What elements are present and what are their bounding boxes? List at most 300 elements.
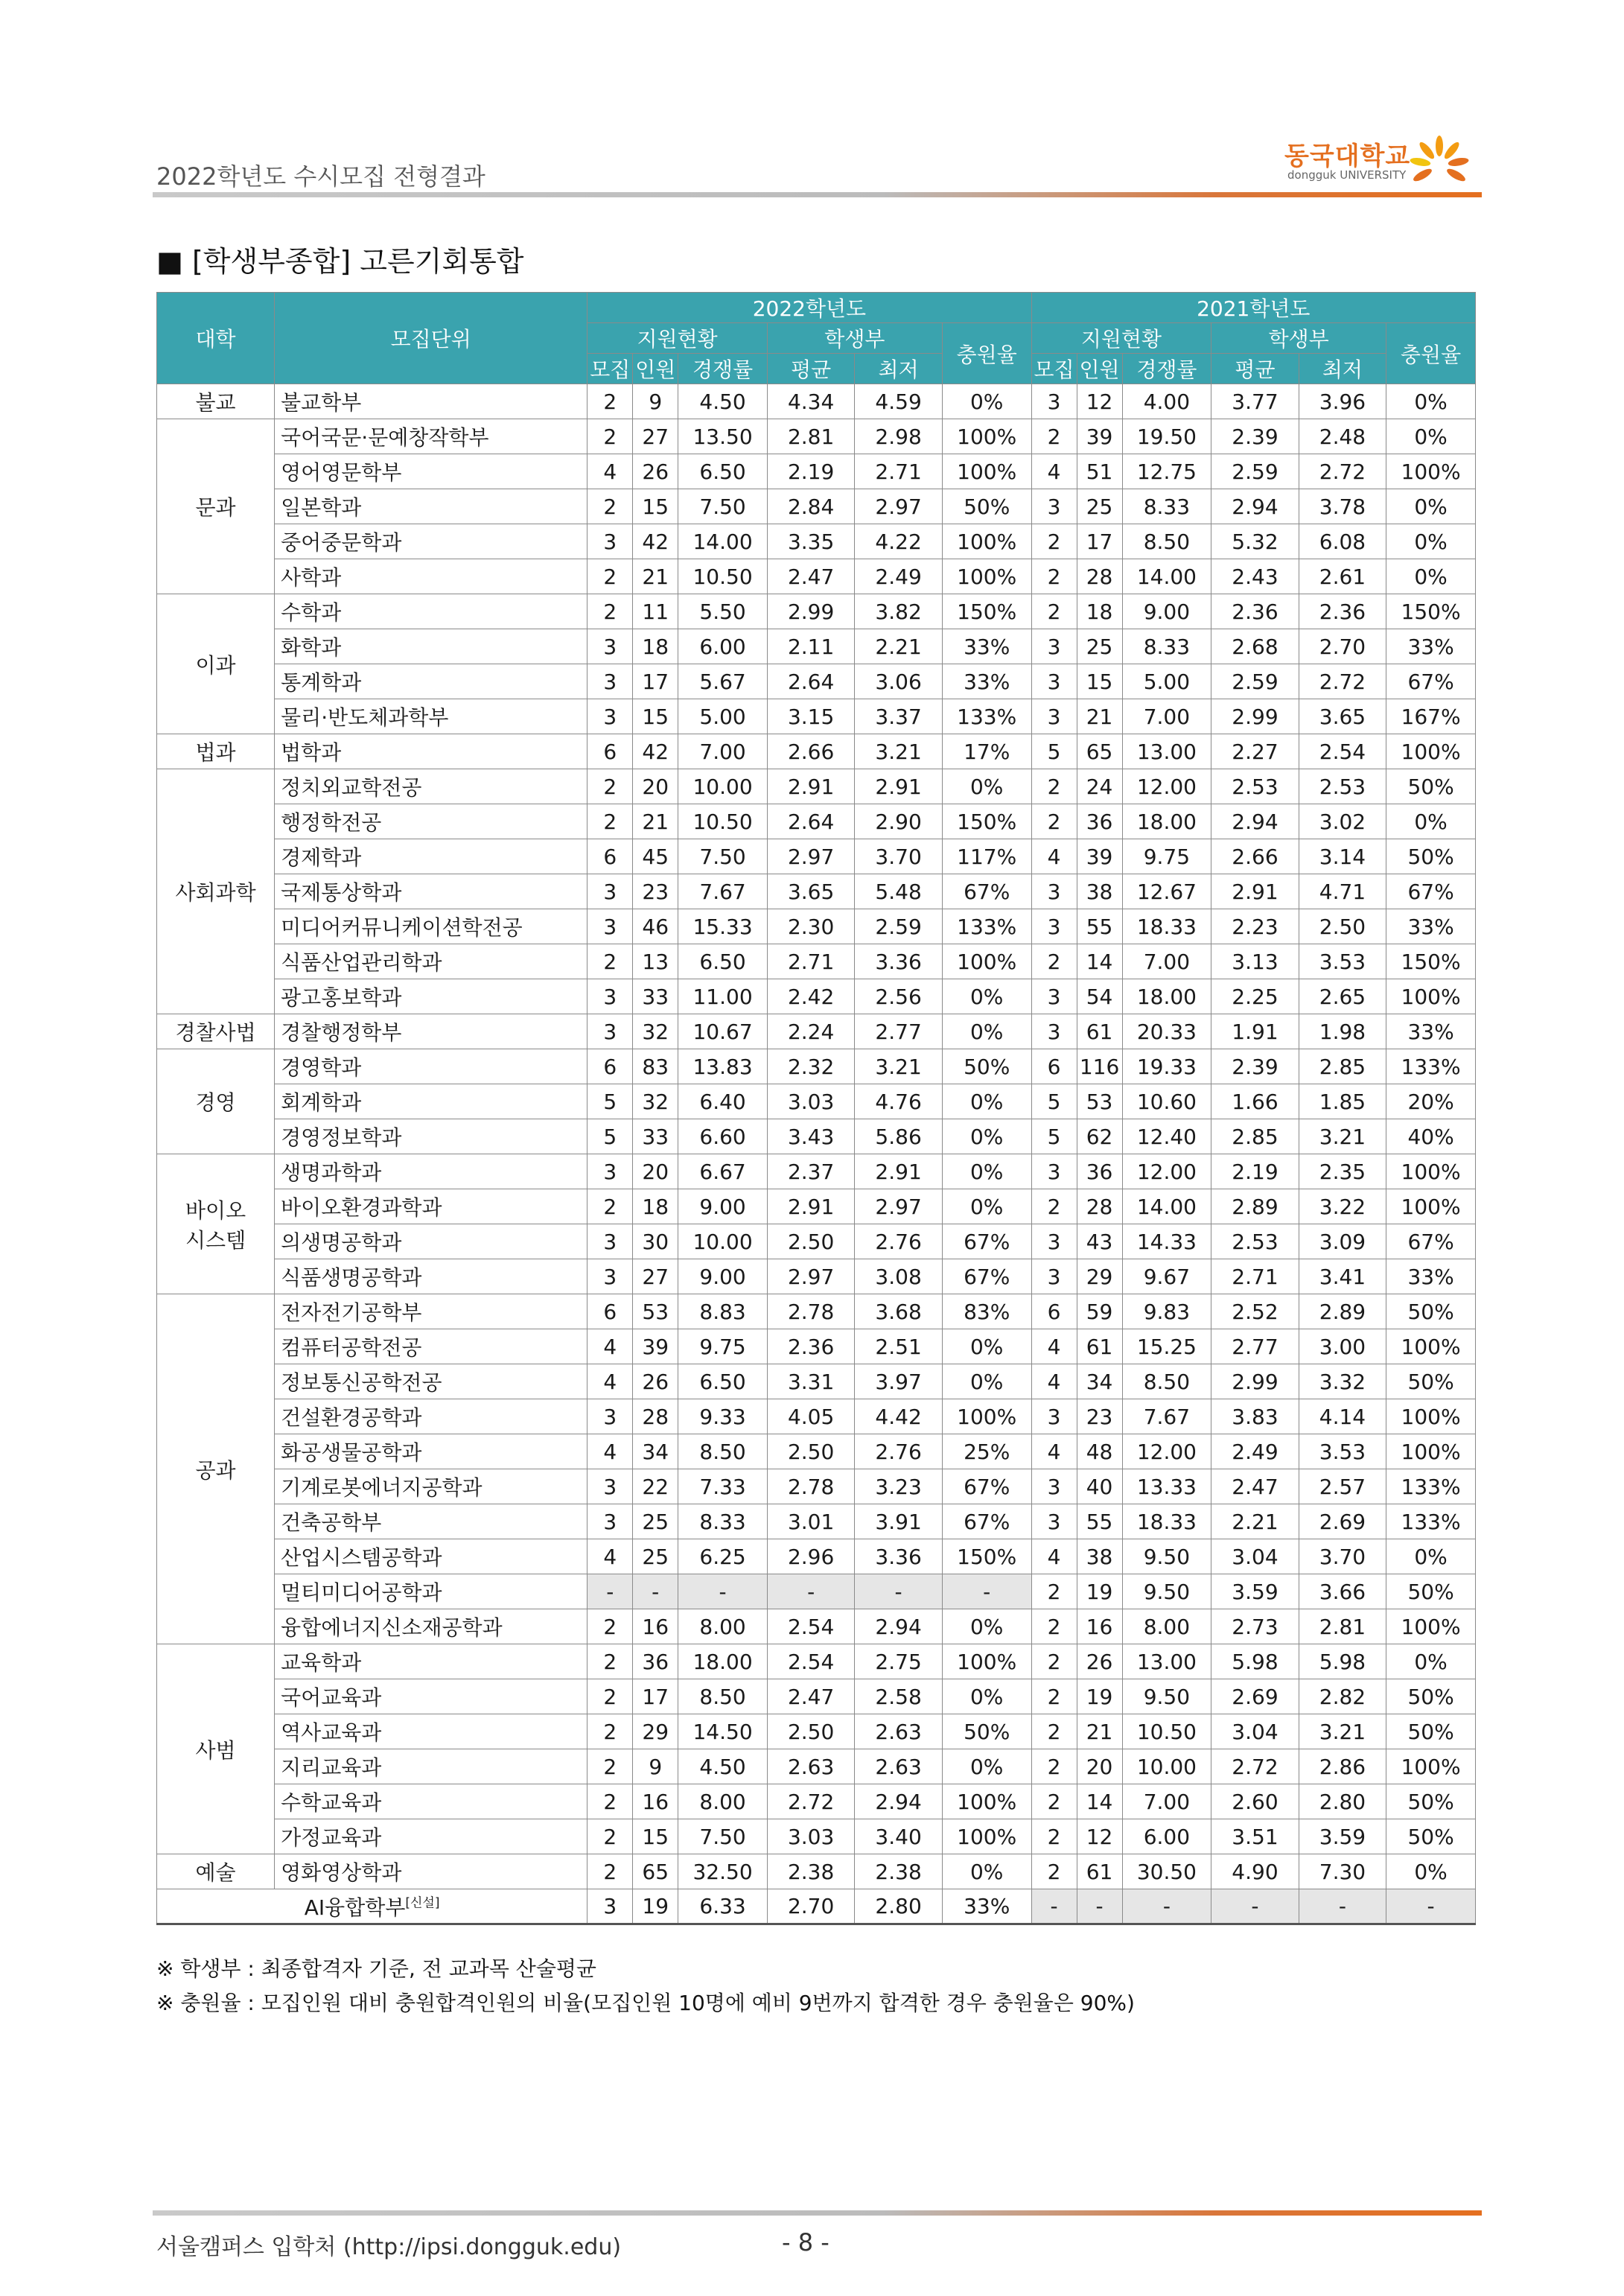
value-cell: 3 (587, 1399, 633, 1434)
value-cell: 21 (633, 559, 678, 594)
value-cell: 3 (587, 1889, 633, 1924)
value-cell: 2.50 (767, 1224, 854, 1259)
value-cell: 39 (633, 1329, 678, 1364)
value-cell: 2.53 (1211, 1224, 1299, 1259)
value-cell: 2.39 (1211, 1049, 1299, 1084)
value-cell: 50% (942, 1714, 1031, 1749)
value-cell: 11 (633, 594, 678, 629)
value-cell: 100% (942, 419, 1031, 454)
value-cell: 2.24 (767, 1014, 854, 1049)
value-cell: 25% (942, 1434, 1031, 1469)
col-ratio-2022: 경쟁률 (678, 354, 768, 384)
table-row (157, 1469, 1476, 1504)
unit-cell: 광고홍보학과 (275, 979, 587, 1014)
value-cell: 5.86 (855, 1119, 942, 1154)
value-cell: 4.05 (767, 1399, 854, 1434)
value-cell: 100% (942, 1399, 1031, 1434)
value-cell: 2.32 (767, 1049, 854, 1084)
value-cell: 2.97 (855, 1189, 942, 1224)
value-cell: 0% (942, 1084, 1031, 1119)
value-cell: 9.67 (1122, 1259, 1211, 1294)
table-row (157, 1609, 1476, 1644)
value-cell: 1.85 (1299, 1084, 1386, 1119)
value-cell: 10.67 (678, 1014, 768, 1049)
unit-cell: 산업시스템공학과 (275, 1539, 587, 1574)
value-cell: 3.43 (767, 1119, 854, 1154)
value-cell: 3.04 (1211, 1539, 1299, 1574)
unit-cell: 국어교육과 (275, 1679, 587, 1714)
value-cell: 4 (587, 1434, 633, 1469)
value-cell: 9.75 (1122, 839, 1211, 874)
value-cell: - (942, 1574, 1031, 1609)
value-cell: 2.64 (767, 664, 854, 699)
value-cell: 7.00 (1122, 944, 1211, 979)
value-cell: 15 (633, 489, 678, 524)
value-cell: 33 (633, 979, 678, 1014)
value-cell: 21 (1077, 699, 1122, 734)
value-cell: 2.72 (1211, 1749, 1299, 1784)
value-cell: 2.89 (1211, 1189, 1299, 1224)
value-cell: 1.91 (1211, 1014, 1299, 1049)
value-cell: 12.67 (1122, 874, 1211, 909)
value-cell: - (1386, 1889, 1476, 1924)
value-cell: 3.35 (767, 524, 854, 559)
unit-cell: 정보통신공학전공 (275, 1364, 587, 1399)
value-cell: 8.33 (1122, 629, 1211, 664)
value-cell: 28 (633, 1399, 678, 1434)
value-cell: 133% (1386, 1469, 1476, 1504)
logo-korean-text: 동국대학교 (1284, 141, 1411, 171)
value-cell: 2.59 (1211, 664, 1299, 699)
value-cell: 2.69 (1299, 1504, 1386, 1539)
value-cell: 33% (942, 629, 1031, 664)
value-cell: 4.14 (1299, 1399, 1386, 1434)
value-cell: 100% (1386, 1189, 1476, 1224)
value-cell: 0% (942, 1854, 1031, 1889)
value-cell: - (767, 1574, 854, 1609)
value-cell: 4.50 (678, 1749, 768, 1784)
value-cell: 6 (587, 734, 633, 769)
value-cell: 5.67 (678, 664, 768, 699)
value-cell: 3 (1031, 664, 1077, 699)
value-cell: 8.83 (678, 1294, 768, 1329)
value-cell: 3 (587, 699, 633, 734)
value-cell: 2.71 (855, 454, 942, 489)
value-cell: 14 (1077, 944, 1122, 979)
value-cell: 2 (587, 804, 633, 839)
value-cell: 2.56 (855, 979, 942, 1014)
value-cell: 8.33 (678, 1504, 768, 1539)
value-cell: 2 (1031, 769, 1077, 804)
table-row (157, 1434, 1476, 1469)
value-cell: 3.21 (855, 1049, 942, 1084)
table-row (157, 1644, 1476, 1679)
value-cell: 5 (587, 1119, 633, 1154)
value-cell: 2.36 (767, 1329, 854, 1364)
value-cell: 30.50 (1122, 1854, 1211, 1889)
value-cell: 83% (942, 1294, 1031, 1329)
value-cell: 3.06 (855, 664, 942, 699)
value-cell: 12 (1077, 384, 1122, 419)
value-cell: 18.33 (1122, 1504, 1211, 1539)
value-cell: 0% (942, 1154, 1031, 1189)
col-applicants-2021: 지원현황 (1031, 323, 1211, 354)
value-cell: 2.85 (1211, 1119, 1299, 1154)
value-cell: 3 (1031, 489, 1077, 524)
table-row (157, 419, 1476, 454)
value-cell: 19 (633, 1889, 678, 1924)
value-cell: 12.00 (1122, 769, 1211, 804)
table-row (157, 1294, 1476, 1329)
value-cell: 4.59 (855, 384, 942, 419)
table-row (157, 1014, 1476, 1049)
value-cell: 61 (1077, 1014, 1122, 1049)
value-cell: 2.64 (767, 804, 854, 839)
value-cell: 2 (587, 1714, 633, 1749)
value-cell: 2.98 (855, 419, 942, 454)
value-cell: 16 (1077, 1609, 1122, 1644)
value-cell: 50% (1386, 1679, 1476, 1714)
value-cell: - (1031, 1889, 1077, 1924)
unit-cell: 건축공학부 (275, 1504, 587, 1539)
value-cell: 2.68 (1211, 629, 1299, 664)
footer-divider (153, 2210, 1482, 2216)
value-cell: 2.94 (1211, 489, 1299, 524)
value-cell: 2 (587, 384, 633, 419)
value-cell: 2 (1031, 944, 1077, 979)
value-cell: 100% (1386, 1434, 1476, 1469)
value-cell: 2.91 (767, 769, 854, 804)
value-cell: 39 (1077, 839, 1122, 874)
value-cell: 3 (587, 1154, 633, 1189)
value-cell: 0% (1386, 524, 1476, 559)
table-row (157, 1504, 1476, 1539)
table-row (157, 1819, 1476, 1854)
value-cell: 3.04 (1211, 1714, 1299, 1749)
value-cell: 150% (942, 804, 1031, 839)
value-cell: 67% (1386, 874, 1476, 909)
unit-cell: 화공생물공학과 (275, 1434, 587, 1469)
value-cell: 2.72 (1299, 664, 1386, 699)
value-cell: 3 (587, 629, 633, 664)
value-cell: 25 (1077, 629, 1122, 664)
value-cell: 65 (633, 1854, 678, 1889)
unit-cell: 통계학과 (275, 664, 587, 699)
value-cell: 6 (587, 1294, 633, 1329)
value-cell: 2.77 (855, 1014, 942, 1049)
value-cell: 4 (1031, 839, 1077, 874)
value-cell: 10.60 (1122, 1084, 1211, 1119)
col-fill-rate-2021: 충원율 (1386, 323, 1476, 384)
value-cell: 36 (633, 1644, 678, 1679)
value-cell: 2.23 (1211, 909, 1299, 944)
table-row (157, 909, 1476, 944)
value-cell: 6.00 (1122, 1819, 1211, 1854)
ai-unit-cell (157, 1889, 587, 1924)
value-cell: 5.98 (1299, 1644, 1386, 1679)
value-cell: 2.94 (1211, 804, 1299, 839)
unit-cell: 경영정보학과 (275, 1119, 587, 1154)
table-row (157, 804, 1476, 839)
value-cell: 2 (587, 419, 633, 454)
admission-results-table (156, 292, 1476, 1925)
value-cell: 3.40 (855, 1819, 942, 1854)
value-cell: 8.00 (678, 1609, 768, 1644)
value-cell: 2.72 (767, 1784, 854, 1819)
value-cell: 6.40 (678, 1084, 768, 1119)
value-cell: 15.33 (678, 909, 768, 944)
value-cell: 5 (1031, 1119, 1077, 1154)
value-cell: 55 (1077, 909, 1122, 944)
value-cell: 54 (1077, 979, 1122, 1014)
value-cell: 7.33 (678, 1469, 768, 1504)
value-cell: - (633, 1574, 678, 1609)
value-cell: 3 (1031, 1014, 1077, 1049)
value-cell: 2.27 (1211, 734, 1299, 769)
value-cell: 43 (1077, 1224, 1122, 1259)
value-cell: 19 (1077, 1679, 1122, 1714)
value-cell: 5.32 (1211, 524, 1299, 559)
value-cell: 38 (1077, 1539, 1122, 1574)
value-cell: 19.50 (1122, 419, 1211, 454)
value-cell: 2.99 (1211, 1364, 1299, 1399)
unit-cell: 법학과 (275, 734, 587, 769)
value-cell: 46 (633, 909, 678, 944)
value-cell: 12 (1077, 1819, 1122, 1854)
value-cell: 67% (942, 1504, 1031, 1539)
value-cell: 0% (942, 769, 1031, 804)
value-cell: 33 (633, 1119, 678, 1154)
college-cell: 바이오 시스템 (157, 1154, 275, 1294)
value-cell: 2 (1031, 1854, 1077, 1889)
value-cell: 2.49 (1211, 1434, 1299, 1469)
value-cell: 2.81 (767, 419, 854, 454)
value-cell: 5.00 (678, 699, 768, 734)
value-cell: 33% (942, 1889, 1031, 1924)
table-row (157, 734, 1476, 769)
value-cell: 14.00 (678, 524, 768, 559)
value-cell: 7.67 (678, 874, 768, 909)
unit-cell: 영어영문학부 (275, 454, 587, 489)
value-cell: 3.36 (855, 944, 942, 979)
value-cell: 3.23 (855, 1469, 942, 1504)
value-cell: 9.50 (1122, 1539, 1211, 1574)
value-cell: 2.60 (1211, 1784, 1299, 1819)
value-cell: 2.49 (855, 559, 942, 594)
value-cell: 2.66 (1211, 839, 1299, 874)
table-row (157, 979, 1476, 1014)
col-record-2022: 학생부 (767, 323, 942, 354)
value-cell: 2.86 (1299, 1749, 1386, 1784)
value-cell: 2.61 (1299, 559, 1386, 594)
value-cell: 3 (1031, 699, 1077, 734)
value-cell: 7.00 (678, 734, 768, 769)
value-cell: 83 (633, 1049, 678, 1084)
value-cell: 2.36 (1211, 594, 1299, 629)
value-cell: 16 (633, 1609, 678, 1644)
value-cell: 9.00 (1122, 594, 1211, 629)
value-cell: 2.80 (1299, 1784, 1386, 1819)
value-cell: 50% (1386, 839, 1476, 874)
value-cell: 3.31 (767, 1364, 854, 1399)
value-cell: 1.98 (1299, 1014, 1386, 1049)
value-cell: 4 (587, 454, 633, 489)
value-cell: - (678, 1574, 768, 1609)
value-cell: 18.00 (678, 1644, 768, 1679)
value-cell: 26 (633, 1364, 678, 1399)
value-cell: 3.65 (767, 874, 854, 909)
value-cell: 4 (1031, 1329, 1077, 1364)
value-cell: 6.33 (678, 1889, 768, 1924)
value-cell: 23 (633, 874, 678, 909)
value-cell: 0% (942, 1679, 1031, 1714)
value-cell: 2.30 (767, 909, 854, 944)
value-cell: 6 (1031, 1294, 1077, 1329)
value-cell: 167% (1386, 699, 1476, 734)
value-cell: 7.50 (678, 489, 768, 524)
value-cell: 3.51 (1211, 1819, 1299, 1854)
value-cell: 38 (1077, 874, 1122, 909)
unit-cell: 화학과 (275, 629, 587, 664)
value-cell: 3.01 (767, 1504, 854, 1539)
unit-cell: 경영학과 (275, 1049, 587, 1084)
value-cell: 3.15 (767, 699, 854, 734)
value-cell: 2 (587, 1189, 633, 1224)
value-cell: 0% (1386, 489, 1476, 524)
value-cell: 20% (1386, 1084, 1476, 1119)
value-cell: 9.00 (678, 1189, 768, 1224)
footer-admissions-link: 서울캠퍼스 입학처 (http://ipsi.dongguk.edu) (156, 2234, 622, 2260)
value-cell: 0% (942, 384, 1031, 419)
value-cell: 3.08 (855, 1259, 942, 1294)
value-cell: 100% (1386, 1749, 1476, 1784)
value-cell: 50% (1386, 769, 1476, 804)
value-cell: 4 (1031, 454, 1077, 489)
value-cell: 2.50 (767, 1434, 854, 1469)
value-cell: 3 (587, 909, 633, 944)
value-cell: 2.57 (1299, 1469, 1386, 1504)
value-cell: 0% (1386, 804, 1476, 839)
unit-cell: 교육학과 (275, 1644, 587, 1679)
value-cell: 21 (633, 804, 678, 839)
table-row (157, 1259, 1476, 1294)
value-cell: 100% (1386, 734, 1476, 769)
value-cell: 2.72 (1299, 454, 1386, 489)
value-cell: 100% (942, 1784, 1031, 1819)
value-cell: 29 (633, 1714, 678, 1749)
value-cell: 61 (1077, 1854, 1122, 1889)
value-cell: 13.33 (1122, 1469, 1211, 1504)
value-cell: 4 (1031, 1539, 1077, 1574)
value-cell: 3 (1031, 1469, 1077, 1504)
unit-cell: 식품생명공학과 (275, 1259, 587, 1294)
value-cell: 50% (942, 489, 1031, 524)
value-cell: 2.47 (767, 559, 854, 594)
value-cell: 4 (587, 1329, 633, 1364)
value-cell: 10.00 (678, 1224, 768, 1259)
value-cell: 27 (633, 419, 678, 454)
value-cell: 133% (942, 699, 1031, 734)
college-cell: 예술 (157, 1854, 275, 1889)
value-cell: 3 (1031, 384, 1077, 419)
value-cell: 14.33 (1122, 1224, 1211, 1259)
value-cell: 67% (942, 874, 1031, 909)
table-row (157, 1854, 1476, 1889)
value-cell: 2 (587, 944, 633, 979)
value-cell: 23 (1077, 1399, 1122, 1434)
value-cell: 40 (1077, 1469, 1122, 1504)
value-cell: 3 (587, 1469, 633, 1504)
value-cell: 4.90 (1211, 1854, 1299, 1889)
value-cell: 2 (587, 1644, 633, 1679)
value-cell: 3.96 (1299, 384, 1386, 419)
value-cell: 30 (633, 1224, 678, 1259)
value-cell: 3.14 (1299, 839, 1386, 874)
unit-cell: 전자전기공학부 (275, 1294, 587, 1329)
value-cell: 2 (1031, 1644, 1077, 1679)
value-cell: 2 (1031, 1714, 1077, 1749)
value-cell: 2.99 (767, 594, 854, 629)
college-cell: 경영 (157, 1049, 275, 1154)
value-cell: 3.21 (855, 734, 942, 769)
table-row (157, 1714, 1476, 1749)
ai-unit-label: AI융합학부 (304, 1895, 406, 1920)
value-cell: 3.77 (1211, 384, 1299, 419)
logo-english-text: dongguk UNIVERSITY (1287, 168, 1407, 182)
value-cell: 150% (942, 594, 1031, 629)
value-cell: 2.50 (767, 1714, 854, 1749)
value-cell: 5 (587, 1084, 633, 1119)
unit-cell: 정치외교학전공 (275, 769, 587, 804)
col-record-2021: 학생부 (1211, 323, 1386, 354)
col-year-2021: 2021학년도 (1031, 293, 1475, 323)
table-row (157, 384, 1476, 419)
value-cell: 2.78 (767, 1469, 854, 1504)
value-cell: 8.33 (1122, 489, 1211, 524)
value-cell: 4.22 (855, 524, 942, 559)
value-cell: 3.22 (1299, 1189, 1386, 1224)
value-cell: 6 (587, 1049, 633, 1084)
value-cell: 2.50 (1299, 909, 1386, 944)
value-cell: 15 (633, 1819, 678, 1854)
value-cell: 2 (1031, 594, 1077, 629)
value-cell: 2.63 (855, 1749, 942, 1784)
value-cell: 50% (1386, 1574, 1476, 1609)
value-cell: 39 (1077, 419, 1122, 454)
new-tag: [신설] (405, 1895, 440, 1911)
value-cell: 2 (1031, 1609, 1077, 1644)
value-cell: 2.84 (767, 489, 854, 524)
value-cell: 2.91 (767, 1189, 854, 1224)
value-cell: 2.71 (767, 944, 854, 979)
table-row (157, 559, 1476, 594)
value-cell: 7.00 (1122, 699, 1211, 734)
note-fill-rate: ※ 충원율 : 모집인원 대비 충원합격인원의 비율(모집인원 10명에 예비 9번까지 합격한 경우 충원율은 90%) (156, 1991, 1135, 2015)
unit-cell: 바이오환경과학과 (275, 1189, 587, 1224)
value-cell: 10.00 (1122, 1749, 1211, 1784)
value-cell: 2.37 (767, 1154, 854, 1189)
value-cell: 16 (633, 1784, 678, 1819)
value-cell: 48 (1077, 1434, 1122, 1469)
value-cell: 2.19 (767, 454, 854, 489)
value-cell: 67% (942, 1224, 1031, 1259)
unit-cell: 융합에너지신소재공학과 (275, 1609, 587, 1644)
value-cell: 100% (942, 944, 1031, 979)
value-cell: 0% (942, 1609, 1031, 1644)
value-cell: 2.90 (855, 804, 942, 839)
table-row (157, 1399, 1476, 1434)
value-cell: 2.71 (1211, 1259, 1299, 1294)
